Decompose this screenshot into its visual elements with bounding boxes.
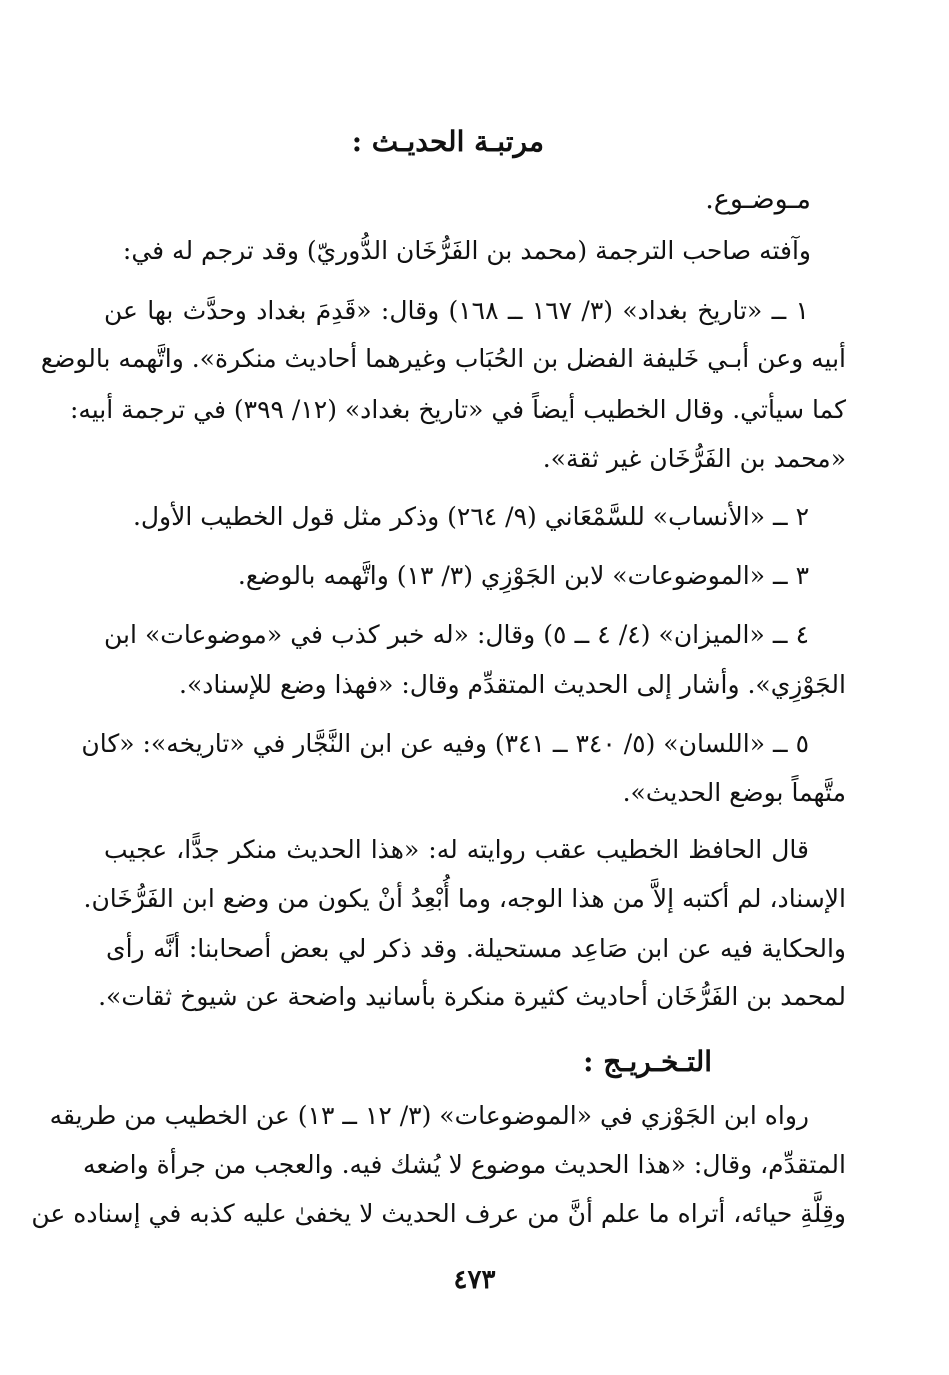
source-2-line-1: ٢ ــ «الأنساب» للسَّمْعَاني (٩/ ٢٦٤) وذكر مثل قول الخطيب الأول. [132,502,809,531]
page-number: ٤٧٣ [453,1265,496,1295]
source-4-line-1: ٤ ــ «الميزان» (٤/ ٤ ــ ٥) وقال: «له خبر كذب في «موضوعات» ابن [104,620,810,649]
grade-verdict: مـوضـوع. [705,184,811,215]
source-1-line-1: ١ ــ «تاريخ بغداد» (٣/ ١٦٧ ــ ١٦٨) وقال: «قَدِمَ بغداد وحدَّث بها عن [104,296,809,325]
source-5-line-2: متَّهماً بوضع الحديث». [622,778,846,807]
takhrij-line-1: رواه ابن الجَوْزي في «الموضوعات» (٣/ ١٢ ــ ١٣) عن الخطيب من طريقه [49,1101,809,1130]
khatib-paragraph-line-1: قال الحافظ الخطيب عقب روايته له: «هذا الحديث منكر جدًّا، عجيب [104,835,809,864]
intro-line: وآفته صاحب الترجمة (محمد بن الفَرُّخَان الدُّوريّ) وقد ترجم له في: [122,236,811,265]
source-1-line-4: «محمد بن الفَرُّخَان غير ثقة». [542,444,846,473]
takhrij-line-3: وقِلَّةِ حيائه، أتراه ما علم أنَّ من عرف الحديث لا يخفىٰ عليه كذبه في إسناده عن [31,1199,846,1228]
section-heading-grade: مرتبـة الحديـث : [351,125,544,158]
khatib-paragraph-line-2: الإسناد، لم أكتبه إلاَّ من هذا الوجه، وما أُبْعِدُ أنْ يكون من وضع ابن الفَرُّخَان. [83,884,846,913]
source-4-line-2: الجَوْزِي». وأشار إلى الحديث المتقدِّم وقال: «فهذا وضع للإسناد». [179,670,846,699]
source-5-line-1: ٥ ــ «اللسان» (٥/ ٣٤٠ ــ ٣٤١) وفيه عن ابن النَّجَّار في «تاريخه»: «كان [81,729,809,758]
source-1-line-3: كما سيأتي. وقال الخطيب أيضاً في «تاريخ بغداد» (١٢/ ٣٩٩) في ترجمة أبيه: [69,395,846,424]
khatib-paragraph-line-3: والحكاية فيه عن ابن صَاعِد مستحيلة. وقد ذكر لي بعض أصحابنا: أنَّه رأى [106,934,846,963]
source-1-line-2: أبيه وعن أبـي خَليفة الفضل بن الحُبَاب وغيرهما أحاديث منكرة». واتَّهمه بالوضع [40,344,846,373]
khatib-paragraph-line-4: لمحمد بن الفَرُّخَان أحاديث كثيرة منكرة بأسانيد واضحة عن شيوخ ثقات». [98,982,846,1011]
section-heading-takhrij: التـخـريـج : [583,1045,712,1078]
takhrij-line-2: المتقدِّم، وقال: «هذا الحديث موضوع لا يُشك فيه. والعجب من جرأة واضعه [82,1150,846,1179]
source-3-line-1: ٣ ــ «الموضوعات» لابن الجَوْزِي (٣/ ١٣) واتَّهمه بالوضع. [237,561,809,590]
